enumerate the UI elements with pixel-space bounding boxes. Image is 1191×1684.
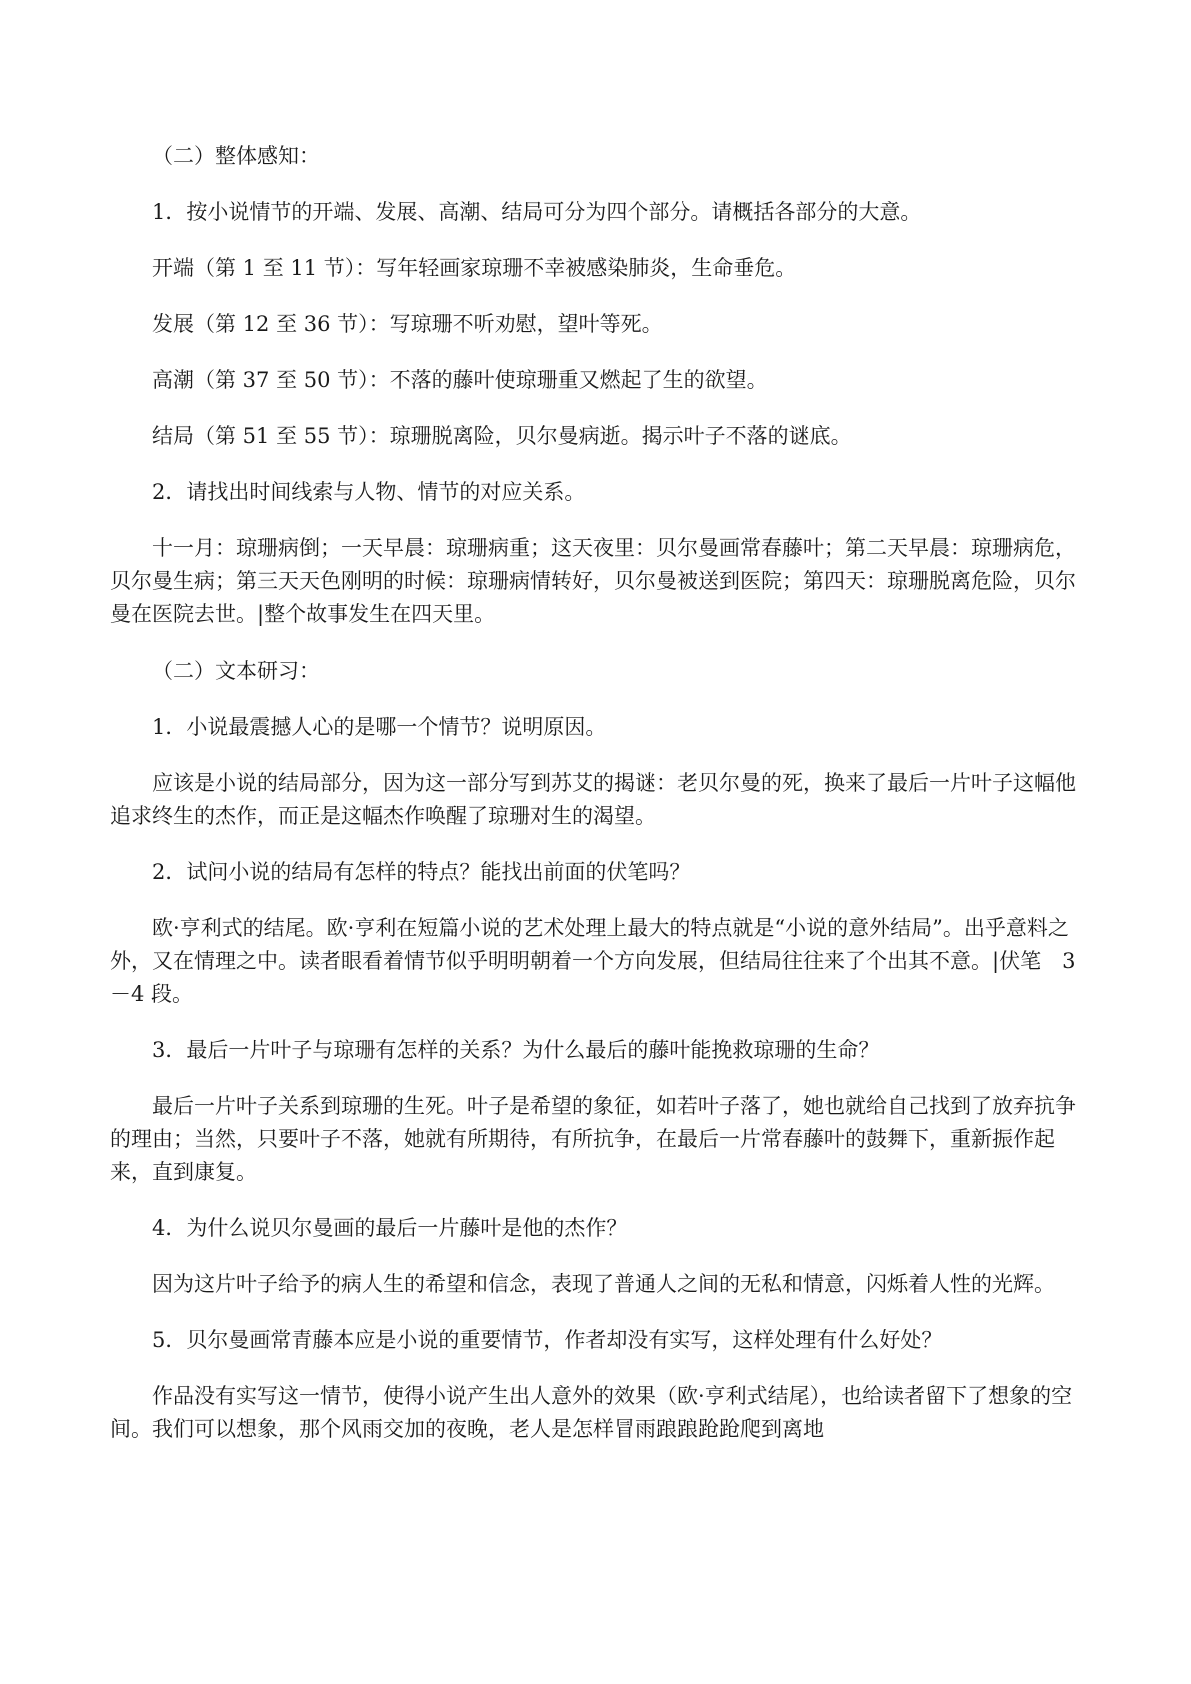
study-answer-3: 最后一片叶子关系到琼珊的生死。叶子是希望的象征，如若叶子落了，她也就给自己找到了放弃抗争的理由；当然，只要叶子不落，她就有所期待，有所抗争，在最后一片常春藤叶的鼓舞下，重新振作起来，直到康复。: [110, 1094, 1076, 1184]
section-heading-text-study: （二）文本研习：: [152, 659, 320, 683]
study-question-2: 2．试问小说的结局有怎样的特点？能找出前面的伏笔吗？: [152, 860, 691, 884]
answer-timeline: 十一月：琼珊病倒；一天早晨：琼珊病重；这天夜里：贝尔曼画常春藤叶；第二天早晨：琼珊病危，贝尔曼生病；第三天天色刚明的时候：琼珊病情转好，贝尔曼被送到医院；第四天：琼珊脱离危险，贝尔曼在医院去世。|整个故事发生在四天里。: [110, 536, 1076, 626]
answer-beginning: 开端（第 1 至 11 节）：写年轻画家琼珊不幸被感染肺炎，生命垂危。: [152, 256, 797, 280]
study-answer-5: 作品没有实写这一情节，使得小说产生出人意外的效果（欧·亨利式结尾），也给读者留下了想象的空间。我们可以想象，那个风雨交加的夜晚，老人是怎样冒雨踉踉跄跄爬到离地: [110, 1384, 1073, 1441]
study-question-4: 4．为什么说贝尔曼画的最后一片藤叶是他的杰作？: [152, 1216, 628, 1240]
section-heading-overall-perception: （二）整体感知：: [152, 144, 320, 168]
study-question-5: 5．贝尔曼画常青藤本应是小说的重要情节，作者却没有实写，这样处理有什么好处？: [152, 1328, 943, 1352]
question-1: 1．按小说情节的开端、发展、高潮、结局可分为四个部分。请概括各部分的大意。: [152, 200, 922, 224]
study-answer-1: 应该是小说的结局部分，因为这一部分写到苏艾的揭谜：老贝尔曼的死，换来了最后一片叶子这幅他追求终生的杰作，而正是这幅杰作唤醒了琼珊对生的渴望。: [110, 771, 1076, 828]
study-answer-4: 因为这片叶子给予的病人生的希望和信念，表现了普通人之间的无私和情意，闪烁着人性的光辉。: [152, 1272, 1055, 1296]
answer-ending: 结局（第 51 至 55 节）：琼珊脱离险，贝尔曼病逝。揭示叶子不落的谜底。: [152, 424, 852, 448]
answer-climax: 高潮（第 37 至 50 节）：不落的藤叶使琼珊重又燃起了生的欲望。: [152, 368, 768, 392]
question-2: 2．请找出时间线索与人物、情节的对应关系。: [152, 480, 586, 504]
answer-development: 发展（第 12 至 36 节）：写琼珊不听劝慰，望叶等死。: [152, 312, 663, 336]
study-question-1: 1．小说最震撼人心的是哪一个情节？说明原因。: [152, 715, 607, 739]
document-body: [110, 140, 1085, 1446]
study-question-3: 3．最后一片叶子与琼珊有怎样的关系？为什么最后的藤叶能挽救琼珊的生命？: [152, 1038, 880, 1062]
study-answer-2: 欧·亨利式的结尾。欧·亨利在短篇小说的艺术处理上最大的特点就是“小说的意外结局”。出乎意料之外，又在情理之中。读者眼看着情节似乎明明朝着一个方向发展，但结局往往来了个出其不意。|伏笔 3－4 段。: [110, 916, 1076, 1006]
